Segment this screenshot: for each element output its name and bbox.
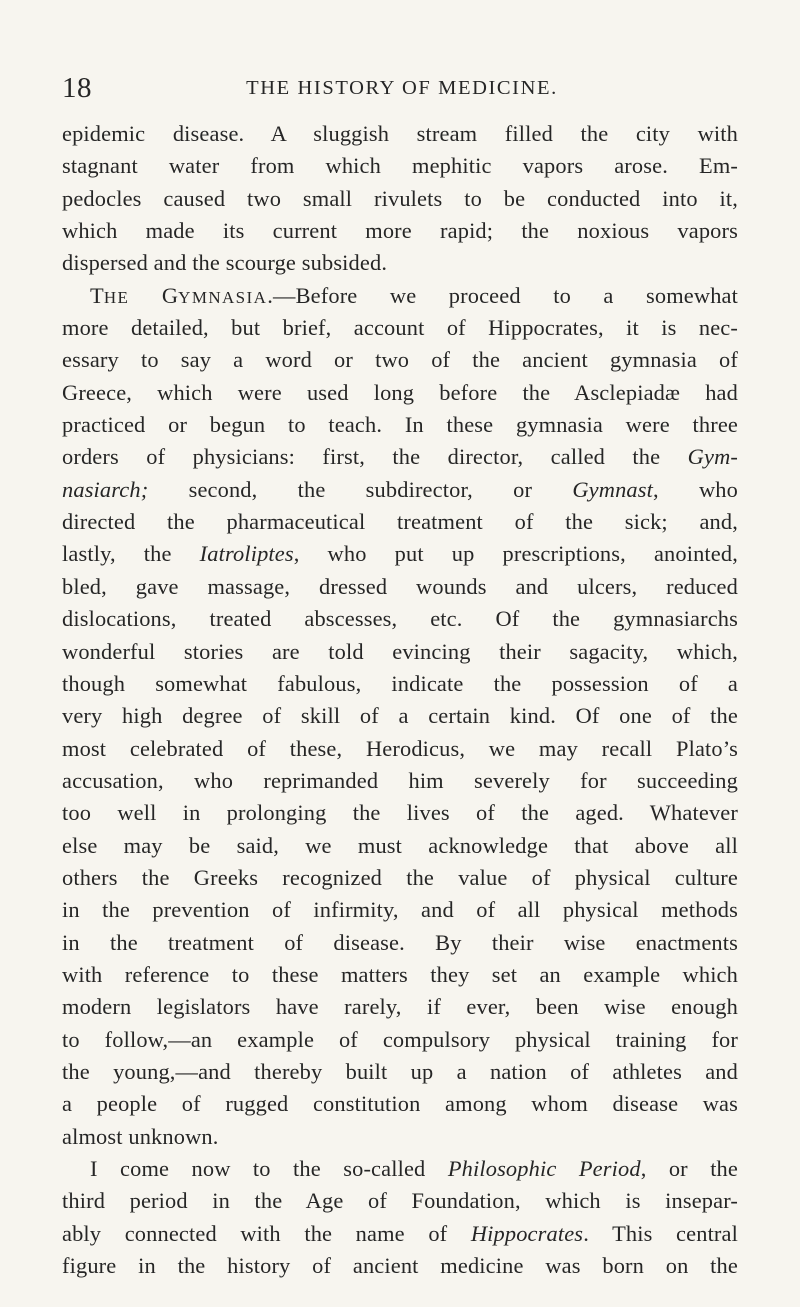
text-segment: .—Before we proceed to a somewhat bbox=[267, 282, 739, 308]
text-segment: , who put up prescriptions, anointed, bbox=[293, 541, 738, 567]
text-line: epidemic disease. A sluggish stream filled the city with bbox=[62, 121, 738, 146]
text-segment: ably connected with the name of bbox=[62, 1220, 471, 1246]
text-line: dispersed and the scourge subsided. bbox=[62, 250, 388, 276]
italic-term-gymnast: Gymnast bbox=[572, 476, 653, 502]
text-line: dislocations, treated abscesses, etc. Of the gymnasiarchs bbox=[62, 606, 738, 632]
text-line: with reference to these matters they set an example which bbox=[62, 961, 738, 987]
text-line bbox=[62, 1218, 738, 1250]
text-line: accusation, who reprimanded him severely for succeeding bbox=[62, 767, 738, 793]
body-text bbox=[62, 118, 738, 1282]
section-heading-initial: T bbox=[90, 282, 104, 308]
text-line: which made its current more rapid; the noxious vapors bbox=[62, 218, 738, 244]
text-segment: . This central bbox=[583, 1220, 738, 1246]
text-line: third period in the Age of Foundation, which is insepar- bbox=[62, 1188, 738, 1214]
text-line: the young,—and thereby built up a nation of athletes and bbox=[62, 1058, 738, 1084]
italic-term-philosophic-period: Philosophic Period bbox=[447, 1156, 641, 1181]
text-line bbox=[62, 441, 738, 473]
text-line bbox=[62, 538, 738, 570]
text-line: directed the pharmaceutical treatment of the sick; and, bbox=[62, 509, 738, 535]
section-heading-smallcaps: HE bbox=[103, 287, 130, 307]
text-line: else may be said, we must acknowledge that above all bbox=[62, 832, 738, 858]
text-line: more detailed, but brief, account of Hippocrates, it is nec- bbox=[62, 315, 738, 341]
text-line: bled, gave massage, dressed wounds and ulcers, reduced bbox=[62, 573, 738, 599]
text-line: stagnant water from which mephitic vapors arose. Em- bbox=[62, 153, 738, 179]
running-title: THE HISTORY OF MEDICINE. bbox=[246, 77, 558, 99]
text-line: figure in the history of ancient medicine was born on the bbox=[62, 1253, 738, 1279]
italic-term-gymnasiarch: Gym- bbox=[687, 444, 738, 470]
text-line: a people of rugged constitution among whom disease was bbox=[62, 1091, 738, 1117]
italic-term-gymnasiarch: nasiarch; bbox=[62, 476, 149, 502]
text-segment: second, the subdirector, or bbox=[148, 476, 573, 502]
text-segment: , who bbox=[653, 476, 738, 502]
italic-term-iatroliptes: Iatroliptes bbox=[199, 541, 294, 567]
text-segment: lastly, the bbox=[62, 541, 200, 567]
text-segment: orders of physicians: first, the director, called the bbox=[62, 444, 688, 470]
text-line: though somewhat fabulous, indicate the possession of a bbox=[62, 670, 738, 696]
text-line: too well in prolonging the lives of the aged. Whatever bbox=[62, 800, 738, 826]
page-header bbox=[62, 70, 742, 106]
text-line: almost unknown. bbox=[62, 1123, 219, 1149]
italic-term-hippocrates: Hippocrates bbox=[470, 1220, 584, 1246]
text-line: Greece, which were used long before the Asclepiadæ had bbox=[62, 379, 738, 405]
section-heading-line bbox=[62, 280, 738, 312]
text-line: wonderful stories are told evincing their sagacity, which, bbox=[62, 638, 738, 664]
text-line: to follow,—an example of compulsory physical training for bbox=[62, 1026, 738, 1052]
text-line: practiced or begun to teach. In these gymnasia were three bbox=[62, 412, 738, 438]
text-line bbox=[62, 1153, 738, 1185]
text-line: very high degree of skill of a certain kind. Of one of the bbox=[62, 703, 738, 729]
text-line: others the Greeks recognized the value of physical culture bbox=[62, 864, 738, 890]
section-heading-smallcaps: YMNASIA bbox=[178, 287, 268, 307]
text-line bbox=[62, 474, 738, 506]
page-number: 18 bbox=[62, 72, 92, 104]
text-line: most celebrated of these, Herodicus, we may recall Plato’s bbox=[62, 735, 738, 761]
text-line: modern legislators have rarely, if ever, been wise enough bbox=[62, 994, 738, 1020]
text-segment: I come now to the so-called bbox=[90, 1156, 448, 1181]
text-line: in the treatment of disease. By their wise enactments bbox=[62, 929, 738, 955]
text-line: in the prevention of infirmity, and of all physical methods bbox=[62, 897, 738, 923]
text-line: pedocles caused two small rivulets to be conducted into it, bbox=[62, 185, 738, 211]
text-segment: , or the bbox=[640, 1156, 738, 1181]
text-line: essary to say a word or two of the ancient gymnasia of bbox=[62, 347, 738, 373]
section-heading-initial: G bbox=[161, 282, 179, 308]
